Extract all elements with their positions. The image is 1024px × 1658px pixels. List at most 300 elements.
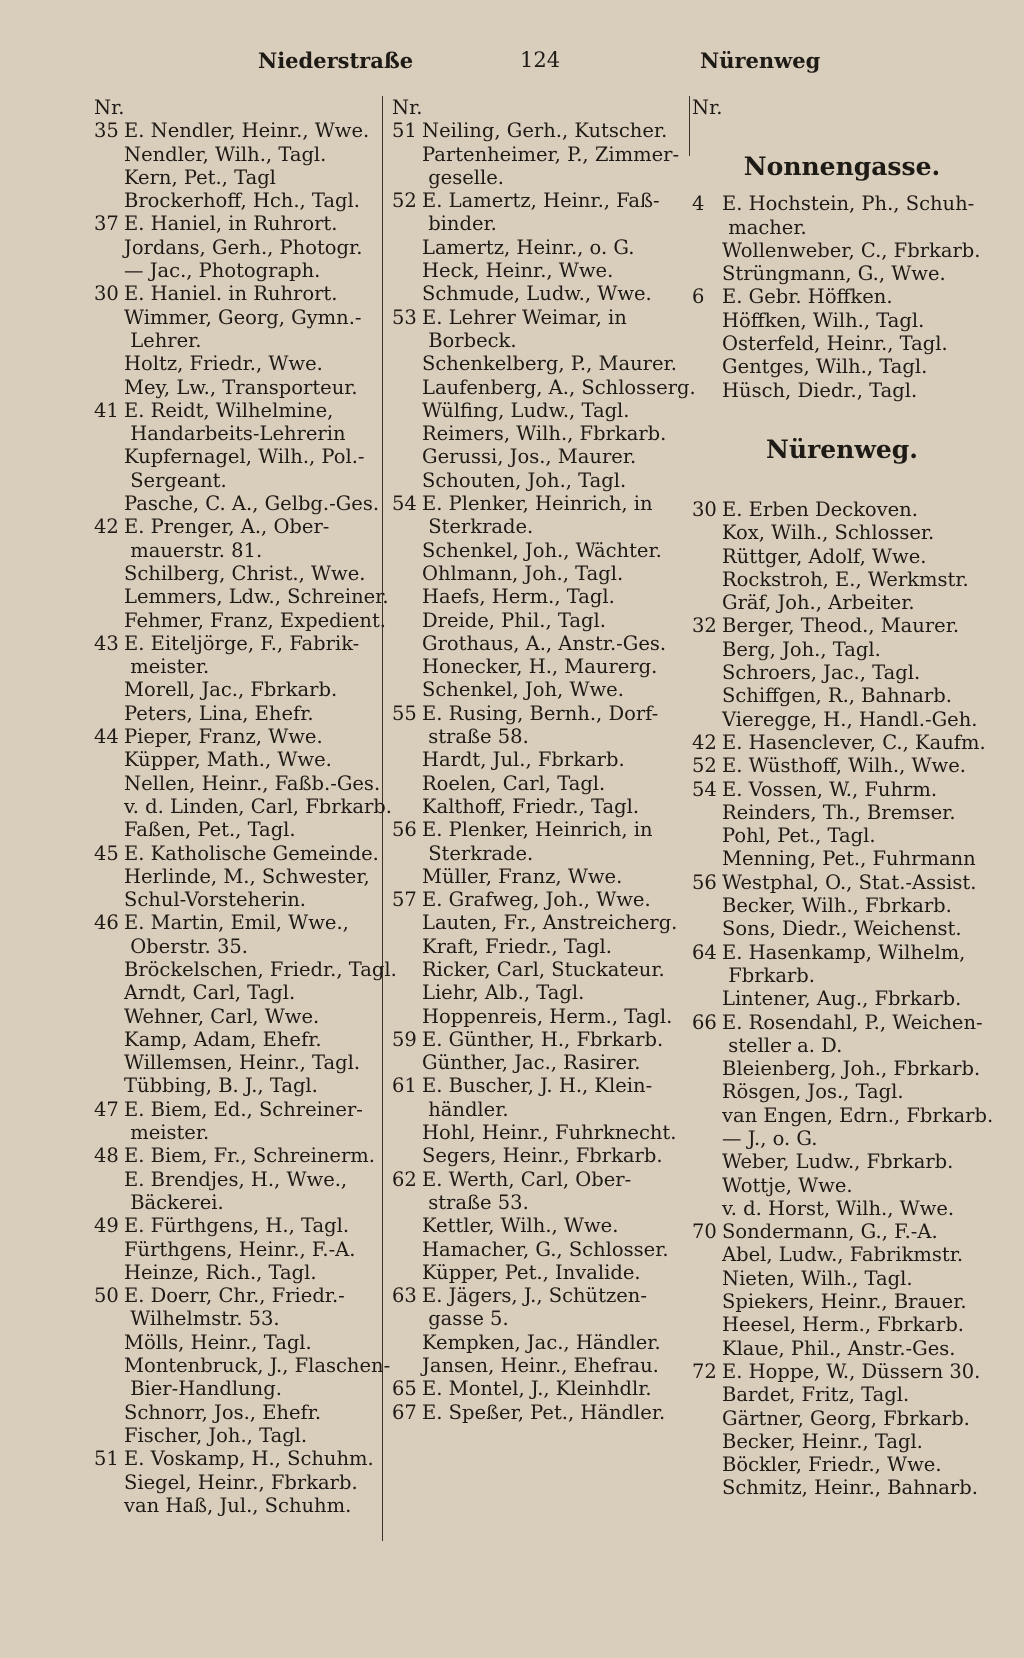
column-nr-label: Nr.: [94, 96, 125, 119]
entry-text: Handarbeits-Lehrerin: [124, 422, 346, 446]
directory-entry: [392, 911, 690, 934]
directory-entry: [392, 678, 690, 701]
directory-entry: [392, 306, 690, 329]
house-number: 62: [392, 1167, 417, 1191]
section-nonnengasse-list: [692, 192, 992, 402]
entry-text: Küpper, Pet., Invalide.: [422, 1260, 641, 1284]
directory-entry: [692, 1360, 992, 1383]
entry-text: Lehrer.: [124, 328, 202, 352]
directory-entry: [692, 1430, 992, 1453]
directory-entry: [94, 1005, 376, 1028]
entry-text: Oberstr. 35.: [124, 934, 248, 958]
directory-entry: [392, 935, 690, 958]
entry-text: Berg, Joh., Tagl.: [722, 637, 881, 661]
house-number: 42: [692, 730, 717, 754]
directory-entry: [692, 379, 992, 402]
directory-entry: [392, 539, 690, 562]
spacer: [692, 402, 992, 425]
directory-entry: [392, 1214, 690, 1237]
directory-entry: [692, 262, 992, 285]
entry-text: Siegel, Heinr., Fbrkarb.: [124, 1470, 358, 1494]
directory-entry: [94, 562, 376, 585]
entry-text: E. Lehrer Weimar, in: [422, 305, 627, 329]
entry-text: Schmitz, Heinr., Bahnarb.: [722, 1476, 978, 1500]
entry-text: E. Biem, Fr., Schreinerm.: [124, 1144, 375, 1168]
entry-text: E. Günther, H., Fbrkarb.: [422, 1027, 664, 1051]
entry-text: Schroers, Jac., Tagl.: [722, 661, 921, 685]
entry-text: Hohl, Heinr., Fuhrknecht.: [422, 1121, 677, 1145]
directory-entry: [692, 1174, 992, 1197]
directory-entry: [392, 352, 690, 375]
directory-entry: [94, 119, 376, 142]
entry-text: E. Vossen, W., Fuhrm.: [722, 777, 938, 801]
column-nr-label: Nr.: [692, 96, 723, 119]
directory-entry: [94, 1424, 376, 1447]
entry-text: Arndt, Carl, Tagl.: [124, 981, 296, 1005]
directory-entry: [692, 332, 992, 355]
directory-entry: [392, 1377, 690, 1400]
house-number: 61: [392, 1074, 417, 1098]
entry-text: Mey, Lw., Transporteur.: [124, 375, 358, 399]
directory-entry: [94, 166, 376, 189]
entry-text: Becker, Wilh., Fbrkarb.: [722, 894, 952, 918]
entry-text: Dreide, Phil., Tagl.: [422, 608, 606, 632]
directory-entry: [392, 1074, 690, 1097]
entry-text: Heck, Heinr., Wwe.: [422, 259, 614, 283]
entry-text: Laufenberg, A., Schlosserg.: [422, 375, 696, 399]
entry-text: händler.: [422, 1097, 509, 1121]
directory-entry: [692, 309, 992, 332]
directory-entry: [692, 1104, 992, 1127]
entry-text: Fbrkarb.: [722, 963, 815, 987]
directory-entry: [392, 1005, 690, 1028]
house-number: 72: [692, 1359, 717, 1383]
entry-text: Honecker, H., Maurerg.: [422, 655, 658, 679]
entry-text: Schilberg, Christ., Wwe.: [124, 561, 366, 585]
directory-entry: [692, 731, 992, 754]
directory-entry: [94, 1447, 376, 1470]
entry-text: Schenkel, Joh., Wächter.: [422, 538, 662, 562]
house-number: 50: [94, 1284, 119, 1308]
directory-entry: [94, 492, 380, 516]
directory-entry: [392, 865, 690, 888]
directory-entry: [692, 591, 992, 614]
house-number: 4: [692, 192, 705, 216]
entry-text: Becker, Heinr., Tagl.: [722, 1429, 923, 1453]
directory-entry: [392, 1168, 690, 1191]
entry-text: Kern, Pet., Tagl: [124, 165, 276, 189]
house-number: 54: [392, 492, 417, 516]
directory-entry: [392, 515, 690, 538]
entry-text: Gentges, Wilh., Tagl.: [722, 355, 928, 379]
entry-text: Segers, Heinr., Fbrkarb.: [422, 1144, 663, 1168]
entry-text: Neiling, Gerh., Kutscher.: [422, 119, 668, 143]
directory-entry: [94, 1401, 376, 1424]
directory-entry: [94, 678, 376, 701]
directory-entry: [94, 422, 376, 445]
entry-text: Sterkrade.: [422, 841, 534, 865]
entry-text: Jordans, Gerh., Photogr.: [124, 235, 363, 259]
directory-entry: [392, 609, 690, 632]
entry-text: Morell, Jac., Fbrkarb.: [124, 678, 338, 702]
entry-text: E. Eiteljörge, F., Fabrik-: [124, 631, 360, 655]
directory-entry: [392, 585, 690, 608]
directory-entry: [692, 192, 992, 215]
entry-text: E. Gebr. Höffken.: [722, 285, 893, 309]
directory-entry: [392, 748, 690, 771]
directory-entry: [692, 801, 992, 824]
entry-text: Pieper, Franz, Wwe.: [124, 725, 323, 749]
entry-text: Kempken, Jac., Händler.: [422, 1330, 661, 1354]
directory-entry: [392, 632, 690, 655]
entry-text: Haefs, Herm., Tagl.: [422, 585, 615, 609]
directory-entry: [94, 702, 376, 725]
page-header: [0, 48, 1024, 88]
house-number: 41: [94, 398, 119, 422]
entry-text: E. Haniel, in Ruhrort.: [124, 212, 338, 236]
entry-text: Wottje, Wwe.: [722, 1173, 853, 1197]
house-number: 65: [392, 1377, 417, 1401]
directory-entry: [692, 917, 992, 940]
directory-entry: [392, 1238, 690, 1261]
directory-entry: [94, 1098, 376, 1121]
spacer: [692, 119, 992, 142]
directory-entry: [392, 329, 690, 352]
directory-entry: [692, 964, 992, 987]
entry-text: Schiffgen, R., Bahnarb.: [722, 684, 952, 708]
directory-entry: [94, 1121, 376, 1144]
entry-text: Schenkel, Joh, Wwe.: [422, 678, 624, 702]
entry-text: Hoppenreis, Herm., Tagl.: [422, 1004, 673, 1028]
directory-entry: [94, 1191, 376, 1214]
entry-text: Günther, Jac., Rasirer.: [422, 1051, 641, 1075]
entry-text: Grothaus, A., Anstr.-Ges.: [422, 631, 667, 655]
directory-entry: [94, 539, 376, 562]
directory-entry: [392, 1261, 690, 1284]
entry-text: meister.: [124, 655, 210, 679]
directory-entry: [94, 1354, 391, 1378]
entry-text: Bäckerei.: [124, 1190, 224, 1214]
entry-text: Montenbruck, J., Flaschen-: [124, 1354, 391, 1378]
entry-text: Nieten, Wilh., Tagl.: [722, 1266, 913, 1290]
entry-text: Hardt, Jul., Fbrkarb.: [422, 748, 625, 772]
column-3: [692, 96, 992, 1500]
directory-entry: [94, 585, 389, 609]
entry-text: Gärtner, Georg, Fbrkarb.: [722, 1406, 970, 1430]
entry-text: steller a. D.: [722, 1033, 843, 1057]
entry-text: E. Hasenclever, C., Kaufm.: [722, 730, 986, 754]
directory-entry: [392, 282, 690, 305]
entry-text: E. Hochstein, Ph., Schuh-: [722, 192, 975, 216]
house-number: 49: [94, 1214, 119, 1238]
directory-entry: [692, 894, 992, 917]
directory-entry: [94, 1238, 376, 1261]
entry-text: Küpper, Math., Wwe.: [124, 748, 332, 772]
directory-entry: [94, 282, 376, 305]
entry-text: Tübbing, B. J., Tagl.: [124, 1074, 318, 1098]
directory-entry: [692, 239, 992, 262]
house-number: 66: [692, 1010, 717, 1034]
directory-entry: [392, 1354, 690, 1377]
directory-entry: [392, 119, 690, 142]
entry-text: Kalthoff, Friedr., Tagl.: [422, 794, 640, 818]
directory-entry: [94, 1168, 376, 1191]
directory-entry: [392, 236, 690, 259]
directory-entry: [392, 1284, 690, 1307]
entry-text: Sons, Diedr., Weichenst.: [722, 917, 962, 941]
entry-text: Kraft, Friedr., Tagl.: [422, 934, 612, 958]
directory-entry: [94, 841, 379, 865]
entry-text: van Engen, Edrn., Fbrkarb.: [722, 1103, 994, 1127]
directory-entry: [392, 772, 690, 795]
directory-entry: [94, 1051, 376, 1074]
entry-text: E. Hasenkamp, Wilhelm,: [722, 940, 966, 964]
entry-text: Ohlmann, Joh., Tagl.: [422, 561, 624, 585]
directory-entry: [94, 469, 376, 492]
entry-text: Mölls, Heinr., Tagl.: [124, 1330, 312, 1354]
directory-entry: [692, 638, 992, 661]
page-number: 124: [520, 48, 561, 72]
directory-entry: [692, 661, 992, 684]
directory-entry: [392, 143, 690, 166]
directory-entry: [94, 1261, 376, 1284]
directory-entry: [94, 445, 376, 468]
entry-text: Hüsch, Diedr., Tagl.: [722, 378, 918, 402]
entry-text: E. Hoppe, W., Düssern 30.: [722, 1359, 981, 1383]
house-number: 64: [692, 940, 717, 964]
directory-entry: [392, 1051, 690, 1074]
directory-entry: [692, 545, 992, 568]
house-number: 52: [692, 754, 717, 778]
directory-entry: [392, 445, 690, 468]
entry-text: Bardet, Fritz, Tagl.: [722, 1383, 910, 1407]
directory-entry: [94, 1214, 376, 1237]
entry-text: Menning, Pet., Fuhrmann: [722, 847, 976, 871]
directory-entry: [692, 987, 992, 1010]
header-street-left: Niederstraße: [258, 48, 414, 73]
entry-text: E. Erben Deckoven.: [722, 497, 918, 521]
entry-text: Kamp, Adam, Ehefr.: [124, 1027, 322, 1051]
directory-entry: [94, 1471, 376, 1494]
directory-entry: [392, 1191, 690, 1214]
directory-entry: [94, 189, 376, 212]
directory-entry: [692, 824, 992, 847]
entry-text: — J., o. G.: [722, 1126, 818, 1150]
directory-entry: [692, 1407, 992, 1430]
entry-text: Liehr, Alb., Tagl.: [422, 981, 585, 1005]
directory-entry: [94, 865, 376, 888]
directory-entry: [692, 1267, 992, 1290]
entry-text: E. Haniel. in Ruhrort.: [124, 282, 338, 306]
entry-text: Gerussi, Jos., Maurer.: [422, 445, 637, 469]
entry-text: Jansen, Heinr., Ehefrau.: [422, 1354, 659, 1378]
entry-text: Sergeant.: [124, 468, 227, 492]
house-number: 56: [692, 870, 717, 894]
entry-text: Abel, Ludw., Fabrikmstr.: [722, 1243, 964, 1267]
directory-entry: [94, 352, 376, 375]
directory-entry: [692, 1290, 992, 1313]
directory-entry: [392, 655, 690, 678]
house-number: 45: [94, 841, 119, 865]
directory-entry: [94, 1284, 376, 1307]
entry-text: Lamertz, Heinr., o. G.: [422, 235, 635, 259]
directory-entry: [392, 842, 690, 865]
entry-text: Sondermann, G., F.-A.: [722, 1220, 938, 1244]
directory-entry: [392, 725, 690, 748]
directory-entry: [692, 847, 992, 870]
directory-entry: [392, 399, 690, 422]
directory-entry: [94, 981, 376, 1004]
entry-text: Kupfernagel, Wilh., Pol.-: [124, 445, 365, 469]
entry-text: Sterkrade.: [422, 515, 534, 539]
entry-text: Wilhelmstr. 53.: [124, 1307, 280, 1331]
entry-text: geselle.: [422, 165, 504, 189]
entry-text: Pohl, Pet., Tagl.: [722, 824, 876, 848]
entry-text: Müller, Franz, Wwe.: [422, 864, 623, 888]
directory-entry: [692, 1243, 992, 1266]
directory-entry: [94, 376, 376, 399]
entry-text: Wehner, Carl, Wwe.: [124, 1004, 320, 1028]
directory-entry: [392, 1331, 690, 1354]
directory-entry: [392, 1307, 690, 1330]
directory-entry: [692, 1197, 992, 1220]
entry-text: Böckler, Friedr., Wwe.: [722, 1453, 942, 1477]
entry-text: Heesel, Herm., Fbrkarb.: [722, 1313, 964, 1337]
entry-text: Willemsen, Heinr., Tagl.: [124, 1051, 361, 1075]
house-number: 51: [392, 119, 417, 143]
entry-text: Fürthgens, Heinr., F.-A.: [124, 1237, 356, 1261]
entry-text: E. Brendjes, H., Wwe.,: [124, 1167, 348, 1191]
house-number: 44: [94, 725, 119, 749]
column-2: [392, 96, 696, 1424]
entry-text: Pasche, C. A., Gelbg.-Ges.: [124, 492, 380, 516]
directory-entry: [94, 888, 376, 911]
directory-entry: [692, 521, 992, 544]
directory-entry: [692, 568, 992, 591]
directory-entry: [94, 1144, 376, 1167]
entry-text: Schouten, Joh., Tagl.: [422, 468, 627, 492]
directory-entry: [692, 614, 992, 637]
entry-text: Fehmer, Franz, Expedient.: [124, 608, 386, 632]
spacer: [692, 475, 992, 498]
house-number: 48: [94, 1144, 119, 1168]
entry-text: Schul-Vorsteherin.: [124, 888, 306, 912]
entry-text: E. Rusing, Bernh., Dorf-: [422, 701, 659, 725]
entry-text: Herlinde, M., Schwester,: [124, 864, 370, 888]
entry-text: Nendler, Wilh., Tagl.: [124, 142, 327, 166]
directory-entry: [692, 1476, 992, 1499]
directory-entry: [94, 1074, 376, 1097]
directory-entry: [94, 259, 376, 282]
entry-text: Heinze, Rich., Tagl.: [124, 1260, 317, 1284]
entry-text: E. Jägers, J., Schützen-: [422, 1284, 647, 1308]
directory-entry: [94, 143, 376, 166]
directory-entry: [94, 794, 392, 818]
directory-entry: [692, 684, 992, 707]
entry-text: Klaue, Phil., Anstr.-Ges.: [722, 1336, 956, 1360]
entry-text: Vieregge, H., Handl.-Geh.: [722, 707, 978, 731]
entry-text: E. Buscher, J. H., Klein-: [422, 1074, 653, 1098]
section-title-nonnengasse: Nonnengasse.: [743, 152, 941, 182]
directory-entry: [94, 515, 376, 538]
entry-text: mauerstr. 81.: [124, 538, 263, 562]
house-number: 43: [94, 631, 119, 655]
directory-entry: [692, 871, 992, 894]
entry-text: Partenheimer, P., Zimmer-: [422, 142, 680, 166]
house-number: 37: [94, 212, 119, 236]
directory-entry: [94, 725, 376, 748]
house-number: 56: [392, 818, 417, 842]
entry-text: E. Reidt, Wilhelmine,: [124, 398, 334, 422]
directory-entry: [392, 818, 690, 841]
house-number: 47: [94, 1097, 119, 1121]
house-number: 53: [392, 305, 417, 329]
directory-entry: [392, 795, 690, 818]
directory-entry: [692, 1220, 992, 1243]
directory-entry: [692, 754, 992, 777]
entry-text: Strüngmann, G., Wwe.: [722, 262, 946, 286]
directory-entry: [692, 1337, 992, 1360]
entry-text: v. d. Horst, Wilh., Wwe.: [722, 1196, 955, 1220]
house-number: 32: [692, 614, 717, 638]
directory-entry: [392, 189, 690, 212]
house-number: 67: [392, 1400, 417, 1424]
entry-text: E. Fürthgens, H., Tagl.: [124, 1214, 350, 1238]
directory-entry: [692, 216, 992, 239]
entry-text: E. Lamertz, Heinr., Faß-: [422, 189, 660, 213]
entry-text: meister.: [124, 1121, 210, 1145]
directory-entry: [392, 1098, 690, 1121]
directory-entry: [94, 212, 376, 235]
directory-entry: [94, 632, 376, 655]
directory-entry: [692, 285, 992, 308]
directory-entry: [94, 399, 376, 422]
entry-text: straße 58.: [422, 725, 529, 749]
directory-entry: [692, 708, 992, 731]
directory-entry: [392, 1401, 690, 1424]
directory-entry: [692, 1313, 992, 1336]
column-1: [94, 96, 397, 1517]
directory-entry: [692, 355, 992, 378]
directory-entry: [94, 771, 381, 795]
directory-entry: [94, 911, 376, 934]
entry-text: v. d. Linden, Carl, Fbrkarb.: [124, 794, 392, 818]
entry-text: Rösgen, Jos., Tagl.: [722, 1080, 904, 1104]
entry-text: Westphal, O., Stat.-Assist.: [722, 870, 977, 894]
section-title-nurenweg: Nürenweg.: [766, 434, 918, 464]
entry-text: Bleienberg, Joh., Fbrkarb.: [722, 1057, 981, 1081]
entry-text: E. Biem, Ed., Schreiner-: [124, 1097, 363, 1121]
directory-entry: [692, 1080, 992, 1103]
house-number: 54: [692, 777, 717, 801]
directory-entry: [392, 1121, 690, 1144]
directory-entry: [392, 375, 696, 399]
house-number: 30: [94, 282, 119, 306]
directory-entry: [94, 1377, 376, 1400]
directory-entry: [692, 941, 992, 964]
directory-entry: [392, 212, 690, 235]
house-number: 63: [392, 1284, 417, 1308]
entry-text: E. Plenker, Heinrich, in: [422, 492, 653, 516]
entry-text: Wollenweber, C., Fbrkarb.: [722, 238, 981, 262]
entry-text: E. Speßer, Pet., Händler.: [422, 1400, 666, 1424]
entry-text: E. Plenker, Heinrich, in: [422, 818, 653, 842]
entry-text: Bier-Handlung.: [124, 1377, 282, 1401]
entry-text: E. Rosendahl, P., Weichen-: [722, 1010, 983, 1034]
entry-text: Berger, Theod., Maurer.: [722, 614, 960, 638]
column-nr-label: Nr.: [392, 96, 423, 119]
house-number: 57: [392, 888, 417, 912]
